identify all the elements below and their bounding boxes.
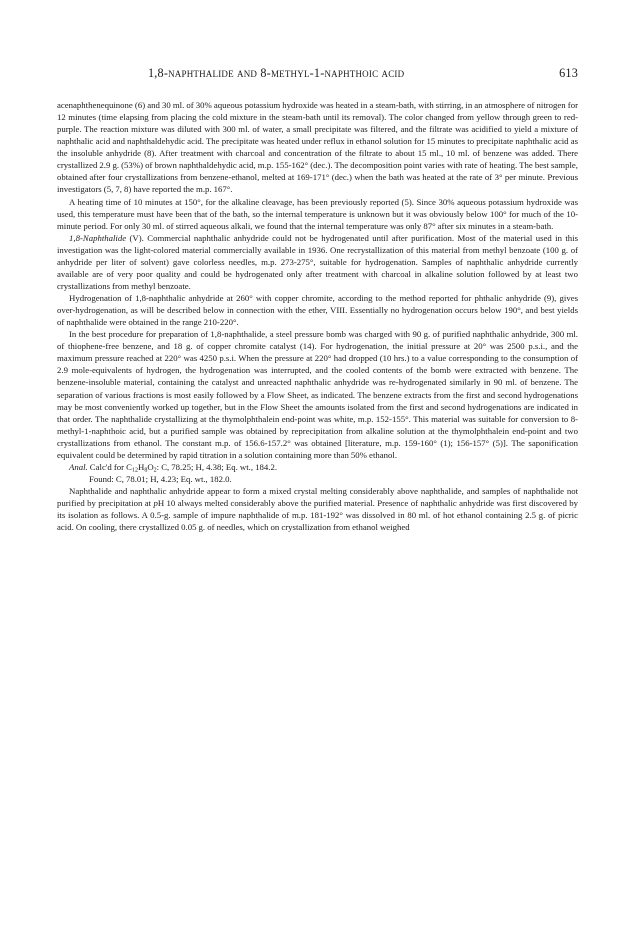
paragraph-text: Naphthalide and naphthalic anhydride appear to form a mixed crystal melting considerably above naphthalide, and samples of naphthalide not purified by precipitation at [57, 486, 578, 509]
title-part: -1- [309, 66, 325, 80]
paragraph: Hydrogenation of 1,8-naphthalic anhydride at 260° with copper chromite, according to the method reported for phthalic anhydride (9), gives over-hydrogenation, as will be described below in connection with the ether, VIII. Essentially no hydrogenation occurs below 190°, and best yields of naphthalide were obtained in the range 210-220°. [57, 293, 578, 328]
title-part: naphthalide and [168, 66, 258, 80]
page-number: 613 [559, 66, 578, 80]
analysis-calculated [57, 461, 578, 473]
paragraph: acenaphthenequinone (6) and 30 ml. of 30% aqueous potassium hydroxide was heated in a steam-bath, with stirring, in an atmosphere of nitrogen for 12 minutes (time elapsing from placing the cold mixture in the steam-bath until its removal). The color changed from yellow through green to red-purple. The reaction mixture was diluted with 300 ml. of water, a small precipitate was filtered, and the filtrate was acidified to yield a mixture of naphthalic acid and naphthaldehydic acid. The precipitate was heated under reflux in ethanol solution for 15 minutes to precipitate naphthalic acid as the insoluble anhydride (8). After treatment with charcoal and concentration of the filtrate to about 15 ml., 10 ml. of benzene was added. There crystallized 2.9 g. (53%) of brown naphthaldehydic acid, m.p. 155-162° (dec.). The decomposition point varies with rate of heating. The best sample, obtained after four crystallizations from benzene-ethanol, melted at 169-171° (dec.) when the bath was heated at the rate of 3° per minute. Previous investigators (5, 7, 8) have reported the m.p. 167°. [57, 100, 578, 195]
section-heading: 1,8-Naphthalide [69, 232, 127, 243]
ph-italic: p [153, 498, 158, 509]
paragraph [57, 232, 578, 292]
analysis-label: Anal. [69, 461, 88, 472]
paragraph [57, 485, 578, 533]
formula-part: Calc'd for C [87, 461, 133, 472]
running-header [148, 66, 578, 84]
running-title [148, 66, 404, 81]
title-part: naphthoic acid [324, 66, 405, 80]
formula-part: O [147, 461, 154, 472]
paragraph-text: H 10 always melted considerably above the purified material. Presence of naphthalic anhydride was first discovered by its isolation as follows. A 0.5-g. sample of impure naphthalide of m.p. 181-192° was dissolved in 80 ml. of hot ethanol containing 2.5 g. of picric acid. On cooling, there crystallized 0.05 g. of needles, which on crystallization from ethanol weighed [57, 498, 578, 533]
paragraph-text: (V). Commercial naphthalic anhydride could not be hydrogenated until after purification. Most of the material used in this investigation was the light-colored material commercially available in 1936. One recrystallization of this material from methyl benzoate (100 g. of anhydride per liter of solvent) gave colorless needles, m.p. 273-275°, suitable for hydrogenation. Samples of naphthalic anhydride currently available are of very poor quality and could be hydrogenated only after treatment with charcoal in alkaline solution followed by at least two crystallizations from methyl benzoate. [57, 232, 578, 291]
formula-part: H [138, 461, 145, 472]
title-part: methyl [270, 66, 310, 80]
paragraph: In the best procedure for preparation of 1,8-naphthalide, a steel pressure bomb was charged with 90 g. of purified naphthalic anhydride, 300 ml. of thiophene-free benzene, and 18 g. of copper chromite catalyst (14). For hydrogenation, the initial pressure at 20° was 2500 p.s.i., and the maximum pressure reached at 220° was 4250 p.s.i. When the pressure at 220° had dropped (10 hrs.) to a value corresponding to the consumption of 2.9 mole-equivalents of hydrogen, the hydrogenation was interrupted, and the cooled contents of the bomb were extracted with benzene. The benzene-insoluble material, containing the catalyst and unreacted naphthalic anhydride was re-hydrogenated similarly in 90 ml. of benzene. The separation of various fractions is most easily followed by a Flow Sheet, as indicated. The benzene extracts from the first and second hydrogenations may be most conveniently worked up together, but in the Flow Sheet the amounts isolated from the first and second hydrogenations are indicated in that order. The naphthalide crystallizing at the thymolphthalein end-point was white, m.p. 152-155°. This material was suitable for conversion to 8-methyl-1-naphthoic acid, but a purified sample was obtained by reprecipitation from alkaline solution at the thymolphthalein end-point and two crystallizations from ethanol. The constant m.p. of 156.6-157.2° was obtained [literature, m.p. 159-160° (1); 156-157° (5)]. The saponification equivalent could be determined by rapid titration in a solution containing more than 50% ethanol. [57, 329, 578, 460]
analysis-found: Found: C, 78.01; H, 4.23; Eq. wt., 182.0. [89, 473, 232, 484]
formula-part: : C, 78.25; H, 4.38; Eq. wt., 184.2. [156, 461, 278, 472]
title-part: 8- [257, 66, 271, 80]
formula-subscript: 12 [132, 467, 139, 474]
title-part: 1,8- [148, 66, 169, 80]
formula-subscript: 2 [153, 467, 157, 474]
article-body [57, 99, 578, 533]
paragraph: A heating time of 10 minutes at 150°, for the alkaline cleavage, has been previously reported (5). Since 30% aqueous potassium hydroxide was used, this temperature must have been that of the bath, so the internal temperature is unknown but it was obviously below 100° for much of the 10-minute period. For only 30 ml. of stirred aqueous alkali, we found that the internal temperature was only 87° after six minutes in a steam-bath. [57, 196, 578, 231]
formula-subscript: 8 [144, 467, 148, 474]
